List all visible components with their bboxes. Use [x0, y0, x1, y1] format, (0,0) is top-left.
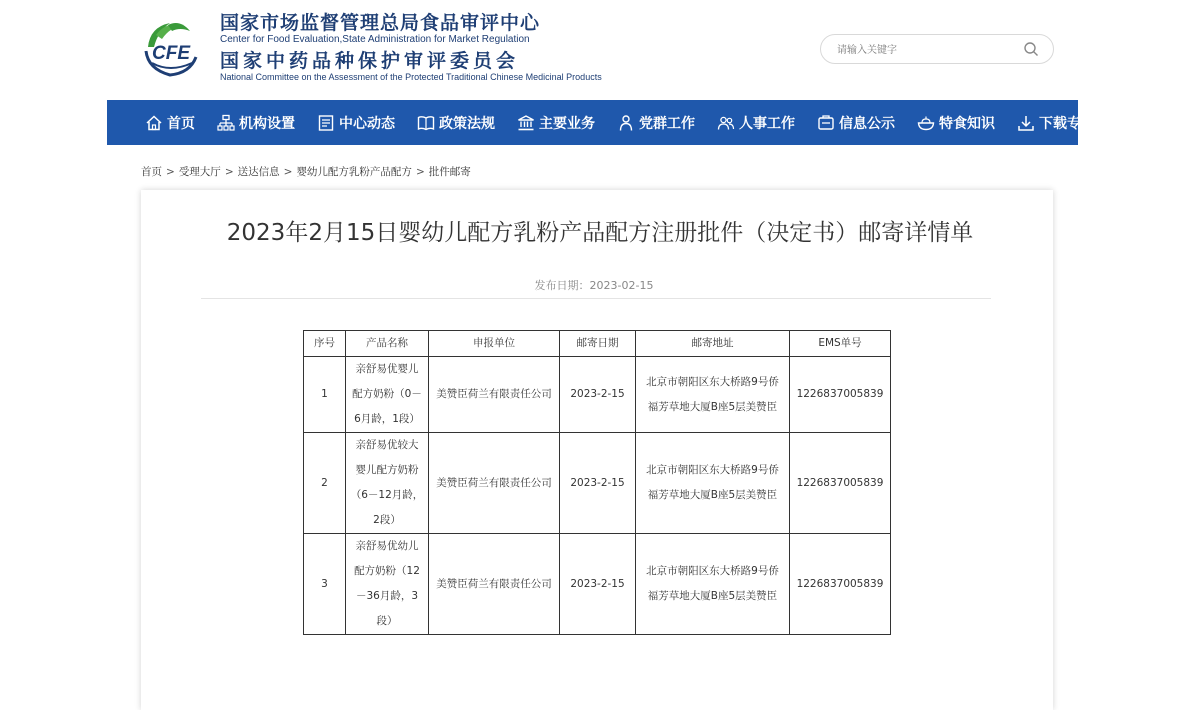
cell-product-name: [346, 433, 429, 534]
address-line: 福芳草地大厦B座5层美赞臣: [647, 400, 778, 413]
nav-item-disclosure[interactable]: [817, 113, 895, 133]
nav-item-party[interactable]: [617, 113, 695, 133]
table-row: [304, 357, 891, 433]
product-name-line: 配方奶粉（0－: [352, 388, 422, 400]
cell-address: [636, 357, 790, 433]
breadcrumb-infant-formula[interactable]: 婴幼儿配方乳粉产品配方: [296, 166, 412, 178]
article-title: 2023年2月15日婴幼儿配方乳粉产品配方注册批件（决定书）邮寄详情单: [226, 220, 974, 246]
nav-item-special-food[interactable]: [917, 113, 995, 133]
address-line: 北京市朝阳区东大桥路9号侨: [646, 565, 779, 577]
nav-item-business[interactable]: [517, 113, 595, 133]
cell-mail-date: 2023-2-15: [560, 534, 636, 635]
org-chart-icon: [217, 114, 235, 132]
book-icon: [417, 114, 435, 132]
product-name-line: （6－12月龄，: [350, 489, 424, 501]
notice-icon: [817, 114, 835, 132]
site-header: [0, 0, 1200, 100]
column-header-mail-date: 邮寄日期: [560, 331, 636, 357]
nav-item-label: 中心动态: [339, 115, 395, 132]
cell-product-name: [346, 534, 429, 635]
title-divider: [201, 298, 991, 299]
column-header-company: 申报单位: [429, 331, 560, 357]
product-name-line: 配方奶粉（12: [354, 565, 420, 577]
address-line: 北京市朝阳区东大桥路9号侨: [646, 464, 779, 476]
cell-ems: 1226837005839: [790, 357, 891, 433]
publish-date: 发布日期：2023-02-15: [534, 279, 654, 292]
nav-item-news[interactable]: [317, 113, 395, 133]
nav-item-label: 首页: [167, 115, 195, 132]
cell-mail-date: 2023-2-15: [560, 433, 636, 534]
address-line: 福芳草地大厦B座5层美赞臣: [647, 489, 778, 501]
org-name-en: Center for Food Evaluation,State Administration for Market Regulation: [220, 34, 530, 45]
news-icon: [317, 114, 335, 132]
breadcrumb-approval-mail[interactable]: 批件邮寄: [428, 166, 471, 178]
nav-item-label: 主要业务: [539, 115, 595, 132]
site-logo[interactable]: [140, 12, 602, 83]
cell-no: 1: [304, 357, 346, 433]
nav-item-label: 信息公示: [839, 115, 895, 132]
cell-address: [636, 534, 790, 635]
main-nav: [107, 100, 1095, 145]
product-name-line: －36月龄，3: [355, 590, 419, 602]
nav-item-home[interactable]: [145, 113, 195, 133]
nav-item-download[interactable]: [1017, 113, 1095, 133]
address-line: 北京市朝阳区东大桥路9号侨: [646, 375, 779, 388]
breadcrumb-separator: >: [166, 166, 175, 178]
people-icon: [717, 114, 735, 132]
product-name-line: 6月龄，1段）: [354, 413, 420, 425]
product-name-line: 2段）: [373, 514, 401, 526]
column-header-product: 产品名称: [346, 331, 429, 357]
address-line: 福芳草地大厦B座5层美赞臣: [647, 590, 778, 602]
search-box: [820, 34, 1054, 64]
cell-company: 美赞臣荷兰有限责任公司: [429, 433, 560, 534]
org-name-cn: 国家市场监督管理总局食品审评中心: [220, 12, 541, 34]
home-icon: [145, 114, 163, 132]
org-name-block: [220, 12, 602, 83]
product-name-line: 亲舒易优婴儿: [355, 363, 419, 375]
nav-item-label: 特食知识: [939, 115, 995, 132]
product-name-line: 婴儿配方奶粉: [355, 464, 419, 476]
product-name-line: 亲舒易优较大: [355, 439, 419, 451]
nav-item-label: 党群工作: [639, 115, 695, 132]
table-header-row: [304, 331, 891, 357]
table-row: [304, 433, 891, 534]
cell-product-name: [346, 357, 429, 433]
person-icon: [617, 114, 635, 132]
cell-company: 美赞臣荷兰有限责任公司: [429, 357, 560, 433]
bank-icon: [517, 114, 535, 132]
cell-ems: 1226837005839: [790, 534, 891, 635]
bowl-icon: [917, 114, 935, 132]
breadcrumb-separator: >: [283, 166, 293, 178]
mail-detail-table: [303, 330, 891, 635]
breadcrumb-home[interactable]: 首页: [141, 166, 162, 178]
breadcrumb-delivery-info[interactable]: 送达信息: [237, 166, 280, 178]
breadcrumb-separator: >: [224, 166, 234, 178]
cell-mail-date: 2023-2-15: [560, 357, 636, 433]
column-header-ems: EMS单号: [790, 331, 891, 357]
committee-name-en: National Committee on the Assessment of the Protected Traditional Chinese Medicinal Products: [220, 72, 602, 82]
column-header-address: 邮寄地址: [636, 331, 790, 357]
nav-item-label: 机构设置: [239, 115, 295, 132]
breadcrumb-separator: >: [415, 166, 425, 178]
nav-item-personnel[interactable]: [717, 113, 795, 133]
nav-item-label: 人事工作: [739, 115, 795, 132]
cfe-logo-icon: [140, 17, 202, 79]
cell-ems: 1226837005839: [790, 433, 891, 534]
svg-text:CFE: CFE: [152, 42, 190, 64]
breadcrumb-acceptance-hall[interactable]: 受理大厅: [178, 166, 221, 178]
column-header-no: 序号: [304, 331, 346, 357]
nav-item-label: 下载专区: [1039, 115, 1095, 132]
table-row: [304, 534, 891, 635]
cell-company: 美赞臣荷兰有限责任公司: [429, 534, 560, 635]
download-icon: [1017, 114, 1035, 132]
nav-item-organization[interactable]: [217, 113, 295, 133]
cell-address: [636, 433, 790, 534]
search-icon[interactable]: [1023, 41, 1039, 57]
product-name-line: 亲舒易优幼儿: [355, 540, 419, 552]
search-input[interactable]: [835, 40, 1019, 60]
nav-item-label: 政策法规: [439, 115, 495, 132]
cell-no: 2: [304, 433, 346, 534]
nav-item-policy[interactable]: [417, 113, 495, 133]
cell-no: 3: [304, 534, 346, 635]
breadcrumb: [141, 164, 471, 179]
committee-name-cn: 国家中药品种保护审评委员会: [220, 50, 520, 72]
product-name-line: 段）: [376, 615, 398, 627]
